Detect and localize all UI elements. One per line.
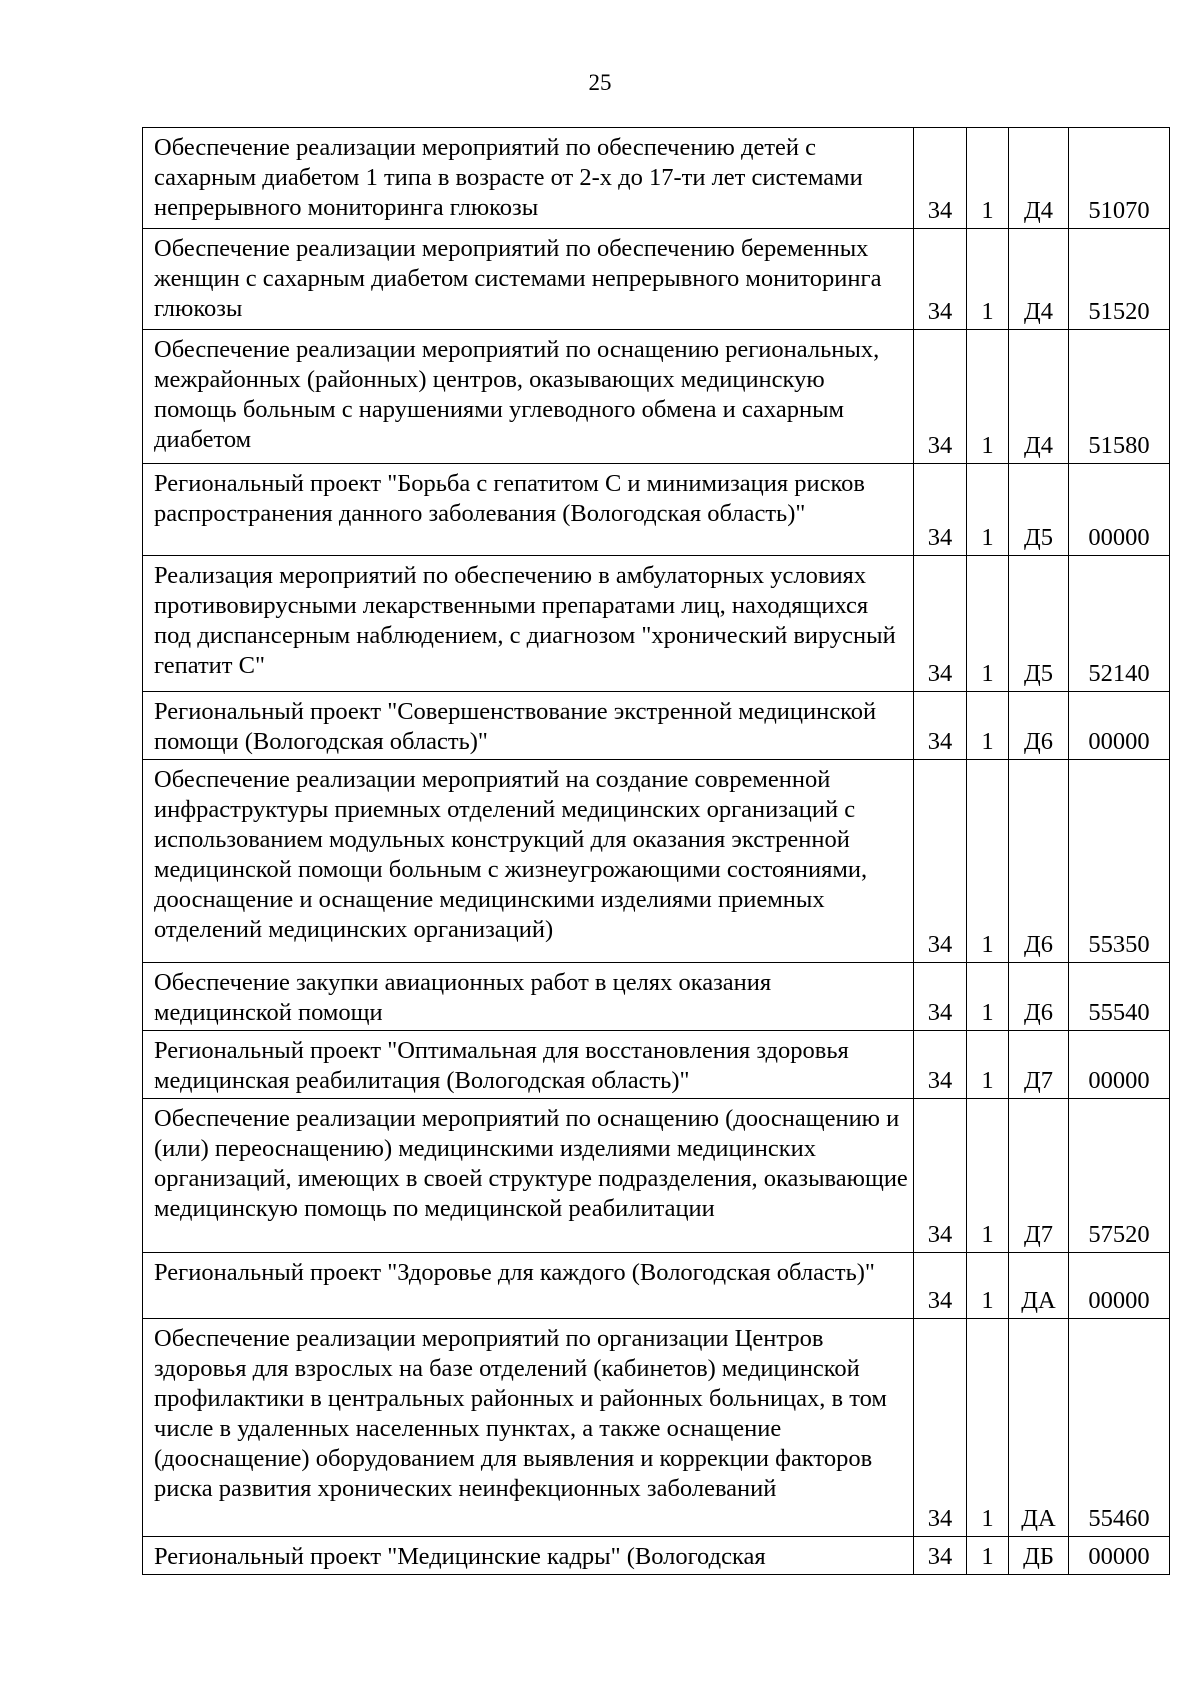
row-name: Обеспечение реализации мероприятий по организации Центров здоровья для взрослых на базе отделений (кабинетов) медицинской профилактики в центральных районных и районных больницах, в том числе в удаленных населенных пунктах, а также оснащение (дооснащение) оборудованием для выявления и коррекции факторов риска развития хронических неинфекционных заболеваний (143, 1319, 914, 1537)
project-code: Д4 (1009, 330, 1069, 464)
program-code: 34 (914, 556, 967, 692)
direction-code: 51580 (1069, 330, 1170, 464)
subprogram-code: 1 (967, 1537, 1009, 1575)
row-name: Реализация мероприятий по обеспечению в амбулаторных условиях противовирусными лекарственными препаратами лиц, находящихся под диспансерным наблюдением, с диагнозом "хронический вирусный гепатит С" (143, 556, 914, 692)
table-row (143, 1031, 1170, 1099)
program-code: 34 (914, 229, 967, 330)
subprogram-code: 1 (967, 963, 1009, 1031)
project-code: Д6 (1009, 760, 1069, 963)
subprogram-code: 1 (967, 464, 1009, 556)
budget-classification-table (142, 127, 1170, 1575)
program-code: 34 (914, 128, 967, 229)
direction-code: 52140 (1069, 556, 1170, 692)
program-code: 34 (914, 1537, 967, 1575)
direction-code: 55350 (1069, 760, 1170, 963)
subprogram-code: 1 (967, 556, 1009, 692)
program-code: 34 (914, 963, 967, 1031)
subprogram-code: 1 (967, 1031, 1009, 1099)
project-code: Д7 (1009, 1099, 1069, 1253)
table-row (143, 1099, 1170, 1253)
row-name: Обеспечение закупки авиационных работ в целях оказания медицинской помощи (143, 963, 914, 1031)
row-name: Обеспечение реализации мероприятий по оснащению (дооснащению и (или) переоснащению) медицинскими изделиями медицинских организаций, имеющих в своей структуре подразделения, оказывающие медицинскую помощь по медицинской реабилитации (143, 1099, 914, 1253)
program-code: 34 (914, 1319, 967, 1537)
subprogram-code: 1 (967, 692, 1009, 760)
row-name: Региональный проект "Борьба с гепатитом С и минимизация рисков распространения данного заболевания (Вологодская область)" (143, 464, 914, 556)
direction-code: 00000 (1069, 692, 1170, 760)
direction-code: 00000 (1069, 1537, 1170, 1575)
direction-code: 00000 (1069, 1031, 1170, 1099)
table-row (143, 760, 1170, 963)
project-code: Д5 (1009, 556, 1069, 692)
project-code: ДА (1009, 1253, 1069, 1319)
table-row (143, 556, 1170, 692)
direction-code: 55540 (1069, 963, 1170, 1031)
table-row (143, 963, 1170, 1031)
subprogram-code: 1 (967, 229, 1009, 330)
subprogram-code: 1 (967, 1099, 1009, 1253)
program-code: 34 (914, 1099, 967, 1253)
program-code: 34 (914, 464, 967, 556)
program-code: 34 (914, 760, 967, 963)
table-row (143, 1253, 1170, 1319)
table-row (143, 1319, 1170, 1537)
table-row (143, 128, 1170, 229)
program-code: 34 (914, 1253, 967, 1319)
subprogram-code: 1 (967, 1253, 1009, 1319)
project-code: ДБ (1009, 1537, 1069, 1575)
direction-code: 51520 (1069, 229, 1170, 330)
table-row (143, 464, 1170, 556)
direction-code: 00000 (1069, 464, 1170, 556)
project-code: Д6 (1009, 963, 1069, 1031)
table-row (143, 330, 1170, 464)
table-row (143, 229, 1170, 330)
row-name: Региональный проект "Совершенствование экстренной медицинской помощи (Вологодская область)" (143, 692, 914, 760)
table-row (143, 692, 1170, 760)
project-code: Д7 (1009, 1031, 1069, 1099)
row-name: Региональный проект "Медицинские кадры" (Вологодская (143, 1537, 914, 1575)
page-number: 25 (588, 70, 612, 95)
table-row (143, 1537, 1170, 1575)
program-code: 34 (914, 692, 967, 760)
project-code: Д5 (1009, 464, 1069, 556)
subprogram-code: 1 (967, 128, 1009, 229)
direction-code: 51070 (1069, 128, 1170, 229)
program-code: 34 (914, 1031, 967, 1099)
row-name: Региональный проект "Оптимальная для восстановления здоровья медицинская реабилитация (Вологодская область)" (143, 1031, 914, 1099)
row-name: Обеспечение реализации мероприятий по оснащению региональных, межрайонных (районных) центров, оказывающих медицинскую помощь больным с нарушениями углеводного обмена и сахарным диабетом (143, 330, 914, 464)
row-name: Обеспечение реализации мероприятий по обеспечению беременных женщин с сахарным диабетом системами непрерывного мониторинга глюкозы (143, 229, 914, 330)
subprogram-code: 1 (967, 760, 1009, 963)
direction-code: 55460 (1069, 1319, 1170, 1537)
direction-code: 57520 (1069, 1099, 1170, 1253)
subprogram-code: 1 (967, 1319, 1009, 1537)
project-code: Д4 (1009, 128, 1069, 229)
project-code: ДА (1009, 1319, 1069, 1537)
project-code: Д4 (1009, 229, 1069, 330)
subprogram-code: 1 (967, 330, 1009, 464)
row-name: Обеспечение реализации мероприятий на создание современной инфраструктуры приемных отделений медицинских организаций с использованием модульных конструкций для оказания экстренной медицинской помощи больным с жизнеугрожающими состояниями, дооснащение и оснащение медицинскими изделиями приемных отделений медицинских организаций) (143, 760, 914, 963)
project-code: Д6 (1009, 692, 1069, 760)
row-name: Региональный проект "Здоровье для каждого (Вологодская область)" (143, 1253, 914, 1319)
direction-code: 00000 (1069, 1253, 1170, 1319)
row-name: Обеспечение реализации мероприятий по обеспечению детей с сахарным диабетом 1 типа в возрасте от 2-х до 17-ти лет системами непрерывного мониторинга глюкозы (143, 128, 914, 229)
program-code: 34 (914, 330, 967, 464)
